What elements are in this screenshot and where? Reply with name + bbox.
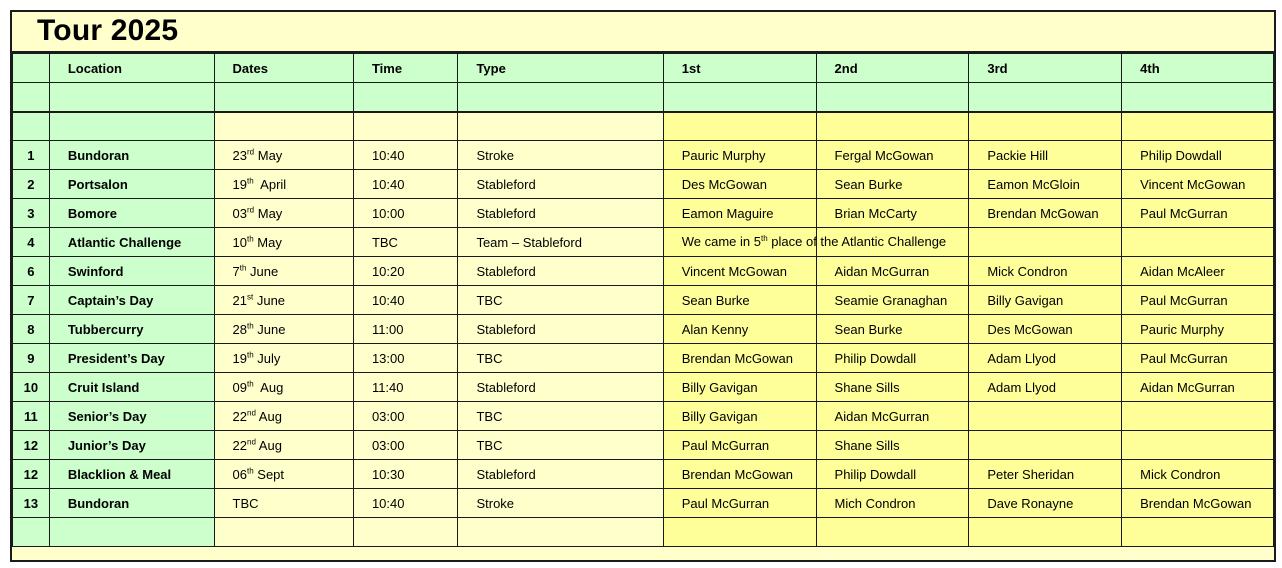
- third-place-cell: [969, 228, 1122, 257]
- row-number: 3: [13, 199, 50, 228]
- type-cell: Stroke: [458, 489, 663, 518]
- empty-cell: [816, 83, 969, 112]
- time-cell: 10:20: [353, 257, 458, 286]
- time-cell: 11:00: [353, 315, 458, 344]
- table-row: [13, 315, 1274, 344]
- date-day: 19: [232, 350, 247, 366]
- third-place-cell: Brendan McGowan: [969, 199, 1122, 228]
- row-number: 12: [13, 460, 50, 489]
- fourth-place-cell: Vincent McGowan: [1122, 170, 1274, 199]
- first-place-cell: Vincent McGowan: [663, 257, 816, 286]
- location-cell: Bomore: [49, 199, 214, 228]
- table-row: [13, 373, 1274, 402]
- fourth-place-cell: Mick Condron: [1122, 460, 1274, 489]
- table-row: [13, 141, 1274, 170]
- title-bar: [12, 12, 1274, 53]
- type-cell: TBC: [458, 344, 663, 373]
- date-day: 7: [232, 263, 240, 279]
- header-dates: Dates: [214, 54, 353, 83]
- empty-cell: [458, 112, 663, 141]
- empty-cell: [816, 518, 969, 547]
- header-row: [13, 54, 1274, 83]
- date-month: Sept: [253, 466, 285, 482]
- empty-cell: [663, 112, 816, 141]
- date-ordinal: th: [247, 350, 254, 360]
- date-ordinal: th: [239, 263, 247, 273]
- row-number: 6: [13, 257, 50, 286]
- table-row: [13, 199, 1274, 228]
- row-number: 4: [13, 228, 50, 257]
- type-cell: TBC: [458, 431, 663, 460]
- second-place-cell: Philip Dowdall: [816, 344, 969, 373]
- time-cell: 10:00: [353, 199, 458, 228]
- date-month: July: [253, 350, 281, 366]
- third-place-cell: [969, 402, 1122, 431]
- header-second: 2nd: [816, 54, 969, 83]
- note-text: We came in 5: [681, 234, 761, 250]
- location-cell: Bundoran: [49, 141, 214, 170]
- date-day: 19: [232, 176, 247, 192]
- time-cell: 03:00: [353, 402, 458, 431]
- first-place-cell: Des McGowan: [663, 170, 816, 199]
- third-place-cell: Peter Sheridan: [969, 460, 1122, 489]
- date-month: Aug: [255, 437, 282, 453]
- first-place-cell: Eamon Maguire: [663, 199, 816, 228]
- header-location: Location: [49, 54, 214, 83]
- blank-row: [13, 518, 1274, 547]
- header-type: Type: [458, 54, 663, 83]
- location-cell: Blacklion & Meal: [49, 460, 214, 489]
- date-day: 21: [232, 292, 247, 308]
- date-day: 09: [232, 379, 247, 395]
- date-cell: [214, 402, 353, 431]
- type-cell: Stableford: [458, 257, 663, 286]
- first-place-cell: Paul McGurran: [663, 489, 816, 518]
- time-cell: 10:40: [353, 489, 458, 518]
- date-cell: [214, 431, 353, 460]
- empty-cell: [1122, 518, 1274, 547]
- fourth-place-cell: Philip Dowdall: [1122, 141, 1274, 170]
- location-cell: Bundoran: [49, 489, 214, 518]
- table-row: [13, 228, 1274, 257]
- empty-cell: [663, 518, 816, 547]
- result-note-cell: [663, 228, 947, 257]
- date-day: 28: [232, 321, 247, 337]
- fourth-place-cell: Aidan McGurran: [1122, 373, 1274, 402]
- time-cell: 10:40: [353, 170, 458, 199]
- note-ordinal: th: [760, 233, 768, 243]
- date-ordinal: th: [247, 321, 254, 331]
- date-month: June: [253, 321, 286, 337]
- date-month: Aug: [255, 408, 282, 424]
- result-note: [682, 234, 946, 249]
- fourth-place-cell: [1122, 431, 1274, 460]
- date-month: May: [254, 205, 283, 221]
- type-cell: Stableford: [458, 460, 663, 489]
- third-place-cell: [969, 431, 1122, 460]
- date-ordinal: nd: [247, 408, 256, 418]
- first-place-cell: Brendan McGowan: [663, 460, 816, 489]
- date-cell: [214, 257, 353, 286]
- date-cell: [214, 344, 353, 373]
- date-text: TBC: [232, 495, 259, 511]
- third-place-cell: Adam Llyod: [969, 373, 1122, 402]
- second-place-cell: Aidan McGurran: [816, 402, 969, 431]
- blank-row: [13, 112, 1274, 141]
- empty-cell: [816, 112, 969, 141]
- date-cell: [214, 315, 353, 344]
- third-place-cell: Eamon McGloin: [969, 170, 1122, 199]
- empty-cell: [353, 112, 458, 141]
- date-month: May: [254, 147, 283, 163]
- date-ordinal: rd: [247, 147, 255, 157]
- row-number: 11: [13, 402, 50, 431]
- date-month: June: [253, 292, 286, 308]
- date-cell: [214, 373, 353, 402]
- page-title: Tour 2025: [37, 14, 179, 47]
- date-day: 22: [232, 437, 247, 453]
- empty-cell: [49, 518, 214, 547]
- tour-sheet: [10, 10, 1276, 562]
- date-month: Aug: [253, 379, 284, 395]
- time-cell: TBC: [353, 228, 458, 257]
- second-place-cell: Aidan McGurran: [816, 257, 969, 286]
- date-ordinal: th: [247, 379, 254, 389]
- time-cell: 10:40: [353, 141, 458, 170]
- header-fourth: 4th: [1122, 54, 1274, 83]
- table-row: [13, 257, 1274, 286]
- schedule-table: [12, 53, 1274, 547]
- time-cell: 03:00: [353, 431, 458, 460]
- table-row: [13, 431, 1274, 460]
- empty-cell: [458, 518, 663, 547]
- time-cell: 10:30: [353, 460, 458, 489]
- type-cell: Stableford: [458, 373, 663, 402]
- table-row: [13, 402, 1274, 431]
- row-number: 9: [13, 344, 50, 373]
- date-ordinal: th: [247, 466, 254, 476]
- row-number: 8: [13, 315, 50, 344]
- row-number: 12: [13, 431, 50, 460]
- table-row: [13, 286, 1274, 315]
- empty-cell: [13, 518, 50, 547]
- type-cell: TBC: [458, 402, 663, 431]
- location-cell: President’s Day: [49, 344, 214, 373]
- date-cell: [214, 228, 353, 257]
- table-row: [13, 489, 1274, 518]
- row-number: 2: [13, 170, 50, 199]
- first-place-cell: Sean Burke: [663, 286, 816, 315]
- header-spacer-row: [13, 83, 1274, 112]
- row-number: 1: [13, 141, 50, 170]
- location-cell: Senior’s Day: [49, 402, 214, 431]
- empty-cell: [49, 83, 214, 112]
- location-cell: Tubbercurry: [49, 315, 214, 344]
- note-text: place of the Atlantic Challenge: [767, 234, 947, 250]
- fourth-place-cell: [1122, 228, 1274, 257]
- location-cell: Atlantic Challenge: [49, 228, 214, 257]
- empty-cell: [1122, 83, 1274, 112]
- first-place-cell: Billy Gavigan: [663, 373, 816, 402]
- type-cell: Stableford: [458, 199, 663, 228]
- empty-cell: [969, 112, 1122, 141]
- date-day: 10: [232, 234, 247, 250]
- date-cell: [214, 199, 353, 228]
- location-cell: Junior’s Day: [49, 431, 214, 460]
- second-place-cell: Mich Condron: [816, 489, 969, 518]
- first-place-cell: Billy Gavigan: [663, 402, 816, 431]
- empty-cell: [214, 518, 353, 547]
- third-place-cell: Adam Llyod: [969, 344, 1122, 373]
- second-place-cell: Brian McCarty: [816, 199, 969, 228]
- second-place-cell: Sean Burke: [816, 170, 969, 199]
- date-month: May: [253, 234, 282, 250]
- date-ordinal: nd: [247, 437, 256, 447]
- row-number: 13: [13, 489, 50, 518]
- row-number: 10: [13, 373, 50, 402]
- empty-cell: [1122, 112, 1274, 141]
- fourth-place-cell: [1122, 402, 1274, 431]
- location-cell: Captain’s Day: [49, 286, 214, 315]
- date-cell: [214, 489, 353, 518]
- date-ordinal: st: [247, 292, 254, 302]
- empty-cell: [969, 518, 1122, 547]
- type-cell: Stableford: [458, 315, 663, 344]
- fourth-place-cell: Brendan McGowan: [1122, 489, 1274, 518]
- type-cell: TBC: [458, 286, 663, 315]
- fourth-place-cell: Paul McGurran: [1122, 199, 1274, 228]
- empty-cell: [663, 83, 816, 112]
- type-cell: Team – Stableford: [458, 228, 663, 257]
- table-row: [13, 460, 1274, 489]
- empty-cell: [214, 112, 353, 141]
- empty-cell: [458, 83, 663, 112]
- second-place-cell: Sean Burke: [816, 315, 969, 344]
- second-place-cell: Seamie Granaghan: [816, 286, 969, 315]
- date-day: 06: [232, 466, 247, 482]
- second-place-cell: Philip Dowdall: [816, 460, 969, 489]
- type-cell: Stroke: [458, 141, 663, 170]
- header-num-cell: [13, 54, 50, 83]
- location-cell: Cruit Island: [49, 373, 214, 402]
- location-cell: Swinford: [49, 257, 214, 286]
- empty-cell: [49, 112, 214, 141]
- date-cell: [214, 286, 353, 315]
- time-cell: 13:00: [353, 344, 458, 373]
- empty-cell: [969, 83, 1122, 112]
- date-month: April: [253, 176, 287, 192]
- second-place-cell: Shane Sills: [816, 373, 969, 402]
- first-place-cell: Paul McGurran: [663, 431, 816, 460]
- empty-cell: [353, 518, 458, 547]
- empty-cell: [214, 83, 353, 112]
- fourth-place-cell: Pauric Murphy: [1122, 315, 1274, 344]
- third-place-cell: Dave Ronayne: [969, 489, 1122, 518]
- date-cell: [214, 460, 353, 489]
- second-place-cell: Shane Sills: [816, 431, 969, 460]
- header-first: 1st: [663, 54, 816, 83]
- row-number: 7: [13, 286, 50, 315]
- location-cell: Portsalon: [49, 170, 214, 199]
- third-place-cell: Des McGowan: [969, 315, 1122, 344]
- empty-cell: [353, 83, 458, 112]
- type-cell: Stableford: [458, 170, 663, 199]
- header-third: 3rd: [969, 54, 1122, 83]
- second-place-cell: Fergal McGowan: [816, 141, 969, 170]
- fourth-place-cell: Aidan McAleer: [1122, 257, 1274, 286]
- time-cell: 11:40: [353, 373, 458, 402]
- date-cell: [214, 170, 353, 199]
- date-cell: [214, 141, 353, 170]
- header-time: Time: [353, 54, 458, 83]
- first-place-cell: Pauric Murphy: [663, 141, 816, 170]
- first-place-cell: Alan Kenny: [663, 315, 816, 344]
- date-day: 23: [232, 147, 247, 163]
- third-place-cell: Mick Condron: [969, 257, 1122, 286]
- fourth-place-cell: Paul McGurran: [1122, 344, 1274, 373]
- date-month: June: [246, 263, 279, 279]
- date-ordinal: th: [247, 176, 254, 186]
- third-place-cell: Packie Hill: [969, 141, 1122, 170]
- table-row: [13, 170, 1274, 199]
- date-day: 22: [232, 408, 247, 424]
- third-place-cell: Billy Gavigan: [969, 286, 1122, 315]
- first-place-cell: Brendan McGowan: [663, 344, 816, 373]
- time-cell: 10:40: [353, 286, 458, 315]
- empty-cell: [13, 112, 50, 141]
- table-row: [13, 344, 1274, 373]
- fourth-place-cell: Paul McGurran: [1122, 286, 1274, 315]
- date-ordinal: rd: [247, 205, 255, 215]
- empty-cell: [13, 83, 50, 112]
- date-ordinal: th: [247, 234, 254, 244]
- date-day: 03: [232, 205, 247, 221]
